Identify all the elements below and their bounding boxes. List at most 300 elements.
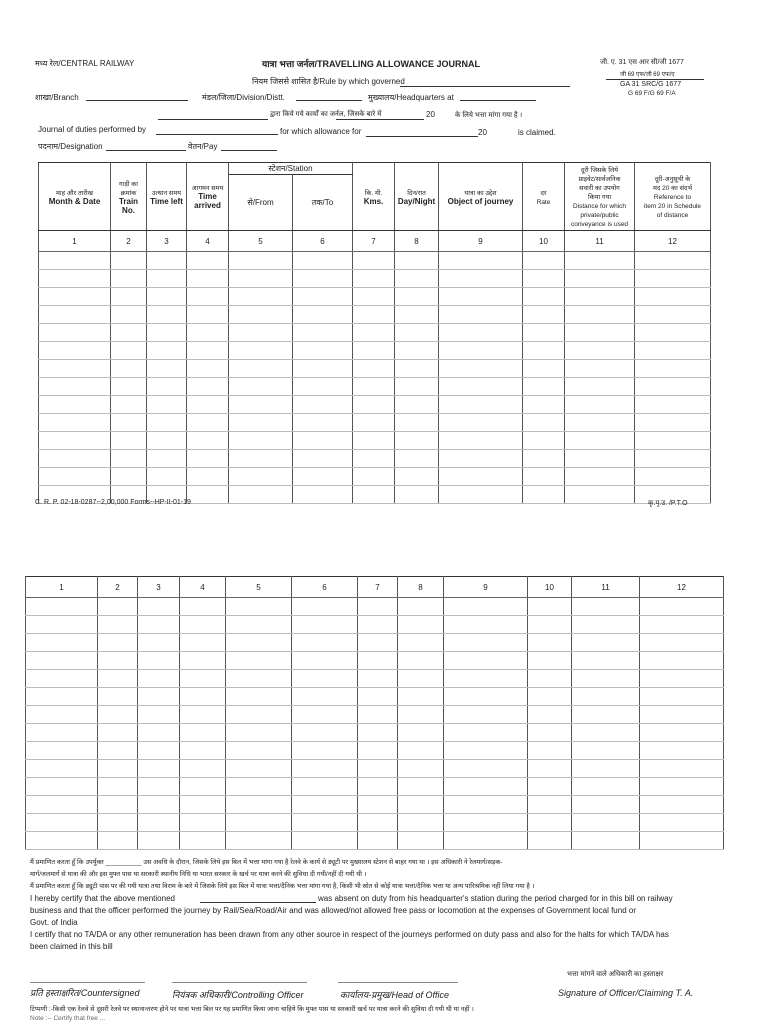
table-cell[interactable] xyxy=(565,342,635,360)
table-cell[interactable] xyxy=(635,288,711,306)
table-cell[interactable] xyxy=(26,652,98,670)
table-cell[interactable] xyxy=(528,724,572,742)
table-cell[interactable] xyxy=(180,598,226,616)
table-cell[interactable] xyxy=(226,724,292,742)
table-cell[interactable] xyxy=(187,306,229,324)
table-cell[interactable] xyxy=(398,796,444,814)
table-cell[interactable] xyxy=(111,432,147,450)
table-cell[interactable] xyxy=(353,450,395,468)
table-cell[interactable] xyxy=(111,450,147,468)
table-cell[interactable] xyxy=(187,288,229,306)
table-cell[interactable] xyxy=(187,486,229,504)
table-cell[interactable] xyxy=(111,342,147,360)
officer-name-field[interactable] xyxy=(156,134,278,135)
table-cell[interactable] xyxy=(635,414,711,432)
table-cell[interactable] xyxy=(572,688,640,706)
table-cell[interactable] xyxy=(635,360,711,378)
table-cell[interactable] xyxy=(39,270,111,288)
table-cell[interactable] xyxy=(147,396,187,414)
table-cell[interactable] xyxy=(444,670,528,688)
table-cell[interactable] xyxy=(640,796,724,814)
table-cell[interactable] xyxy=(39,252,111,270)
table-cell[interactable] xyxy=(523,414,565,432)
table-cell[interactable] xyxy=(292,670,358,688)
table-cell[interactable] xyxy=(353,342,395,360)
table-cell[interactable] xyxy=(528,652,572,670)
table-cell[interactable] xyxy=(640,742,724,760)
table-cell[interactable] xyxy=(180,796,226,814)
table-cell[interactable] xyxy=(439,486,523,504)
table-cell[interactable] xyxy=(147,306,187,324)
table-cell[interactable] xyxy=(358,598,398,616)
table-cell[interactable] xyxy=(180,634,226,652)
table-cell[interactable] xyxy=(640,832,724,850)
table-cell[interactable] xyxy=(640,634,724,652)
table-cell[interactable] xyxy=(39,306,111,324)
table-cell[interactable] xyxy=(444,778,528,796)
table-cell[interactable] xyxy=(180,832,226,850)
table-cell[interactable] xyxy=(353,306,395,324)
table-cell[interactable] xyxy=(187,450,229,468)
table-cell[interactable] xyxy=(395,360,439,378)
table-cell[interactable] xyxy=(572,652,640,670)
table-row[interactable] xyxy=(26,598,724,616)
table-cell[interactable] xyxy=(528,796,572,814)
headquarters-field[interactable] xyxy=(460,100,536,101)
table-cell[interactable] xyxy=(39,396,111,414)
table-cell[interactable] xyxy=(226,670,292,688)
table-cell[interactable] xyxy=(229,342,293,360)
table-cell[interactable] xyxy=(98,616,138,634)
table-cell[interactable] xyxy=(292,652,358,670)
table-cell[interactable] xyxy=(293,324,353,342)
table-cell[interactable] xyxy=(226,616,292,634)
table-cell[interactable] xyxy=(523,486,565,504)
table-cell[interactable] xyxy=(358,742,398,760)
table-cell[interactable] xyxy=(565,450,635,468)
table-cell[interactable] xyxy=(180,670,226,688)
table-cell[interactable] xyxy=(292,724,358,742)
table-cell[interactable] xyxy=(635,324,711,342)
table-cell[interactable] xyxy=(111,414,147,432)
table-cell[interactable] xyxy=(395,306,439,324)
table-cell[interactable] xyxy=(226,688,292,706)
table-cell[interactable] xyxy=(138,706,180,724)
table-cell[interactable] xyxy=(439,360,523,378)
table-cell[interactable] xyxy=(98,724,138,742)
table-row[interactable] xyxy=(26,670,724,688)
table-cell[interactable] xyxy=(180,814,226,832)
table-cell[interactable] xyxy=(226,652,292,670)
table-cell[interactable] xyxy=(398,706,444,724)
table-cell[interactable] xyxy=(147,288,187,306)
table-cell[interactable] xyxy=(293,486,353,504)
table-row[interactable] xyxy=(26,796,724,814)
table-cell[interactable] xyxy=(98,652,138,670)
table-row[interactable] xyxy=(39,342,711,360)
table-cell[interactable] xyxy=(395,288,439,306)
table-cell[interactable] xyxy=(138,634,180,652)
table-cell[interactable] xyxy=(640,706,724,724)
table-cell[interactable] xyxy=(138,670,180,688)
table-cell[interactable] xyxy=(398,760,444,778)
table-cell[interactable] xyxy=(26,706,98,724)
table-cell[interactable] xyxy=(358,832,398,850)
table-cell[interactable] xyxy=(180,778,226,796)
table-cell[interactable] xyxy=(528,616,572,634)
table-cell[interactable] xyxy=(138,796,180,814)
table-cell[interactable] xyxy=(395,414,439,432)
table-cell[interactable] xyxy=(523,342,565,360)
officer-name-blank[interactable] xyxy=(200,902,316,903)
table-cell[interactable] xyxy=(292,706,358,724)
branch-field[interactable] xyxy=(86,100,188,101)
table-cell[interactable] xyxy=(444,796,528,814)
table-cell[interactable] xyxy=(439,342,523,360)
table-row[interactable] xyxy=(39,468,711,486)
table-cell[interactable] xyxy=(640,616,724,634)
table-cell[interactable] xyxy=(180,760,226,778)
table-cell[interactable] xyxy=(26,760,98,778)
table-cell[interactable] xyxy=(353,396,395,414)
table-cell[interactable] xyxy=(187,342,229,360)
table-cell[interactable] xyxy=(395,252,439,270)
table-cell[interactable] xyxy=(98,760,138,778)
table-cell[interactable] xyxy=(292,688,358,706)
table-cell[interactable] xyxy=(395,396,439,414)
table-cell[interactable] xyxy=(353,252,395,270)
table-cell[interactable] xyxy=(180,724,226,742)
table-cell[interactable] xyxy=(640,652,724,670)
table-cell[interactable] xyxy=(395,342,439,360)
table-row[interactable] xyxy=(39,432,711,450)
table-cell[interactable] xyxy=(98,796,138,814)
table-cell[interactable] xyxy=(572,616,640,634)
table-cell[interactable] xyxy=(138,814,180,832)
table-cell[interactable] xyxy=(229,450,293,468)
table-cell[interactable] xyxy=(26,742,98,760)
table-cell[interactable] xyxy=(229,360,293,378)
table-cell[interactable] xyxy=(358,634,398,652)
table-cell[interactable] xyxy=(26,814,98,832)
table-cell[interactable] xyxy=(395,324,439,342)
table-cell[interactable] xyxy=(398,670,444,688)
table-cell[interactable] xyxy=(635,270,711,288)
table-cell[interactable] xyxy=(26,634,98,652)
table-cell[interactable] xyxy=(229,288,293,306)
table-cell[interactable] xyxy=(292,796,358,814)
table-row[interactable] xyxy=(39,378,711,396)
table-cell[interactable] xyxy=(187,414,229,432)
table-cell[interactable] xyxy=(635,252,711,270)
table-cell[interactable] xyxy=(226,796,292,814)
table-cell[interactable] xyxy=(528,814,572,832)
table-cell[interactable] xyxy=(26,724,98,742)
table-cell[interactable] xyxy=(528,706,572,724)
table-cell[interactable] xyxy=(565,288,635,306)
table-cell[interactable] xyxy=(444,742,528,760)
table-cell[interactable] xyxy=(138,832,180,850)
table-cell[interactable] xyxy=(565,396,635,414)
table-cell[interactable] xyxy=(229,270,293,288)
table-cell[interactable] xyxy=(565,360,635,378)
countersign-line[interactable] xyxy=(30,982,145,983)
table-cell[interactable] xyxy=(229,396,293,414)
table-cell[interactable] xyxy=(229,432,293,450)
table-cell[interactable] xyxy=(226,814,292,832)
table-cell[interactable] xyxy=(398,814,444,832)
table-cell[interactable] xyxy=(187,432,229,450)
table-cell[interactable] xyxy=(98,706,138,724)
table-cell[interactable] xyxy=(523,450,565,468)
table-row[interactable] xyxy=(26,634,724,652)
table-cell[interactable] xyxy=(26,598,98,616)
table-row[interactable] xyxy=(26,688,724,706)
table-cell[interactable] xyxy=(293,252,353,270)
table-cell[interactable] xyxy=(444,814,528,832)
table-cell[interactable] xyxy=(111,306,147,324)
table-cell[interactable] xyxy=(226,778,292,796)
table-cell[interactable] xyxy=(353,288,395,306)
table-cell[interactable] xyxy=(180,616,226,634)
table-cell[interactable] xyxy=(26,670,98,688)
table-cell[interactable] xyxy=(439,468,523,486)
table-cell[interactable] xyxy=(444,706,528,724)
table-cell[interactable] xyxy=(187,324,229,342)
table-cell[interactable] xyxy=(39,450,111,468)
table-cell[interactable] xyxy=(292,760,358,778)
table-cell[interactable] xyxy=(226,634,292,652)
table-row[interactable] xyxy=(26,742,724,760)
table-cell[interactable] xyxy=(226,832,292,850)
table-cell[interactable] xyxy=(26,832,98,850)
table-cell[interactable] xyxy=(565,414,635,432)
table-cell[interactable] xyxy=(292,742,358,760)
table-cell[interactable] xyxy=(398,778,444,796)
table-cell[interactable] xyxy=(572,598,640,616)
table-row[interactable] xyxy=(39,306,711,324)
table-cell[interactable] xyxy=(98,778,138,796)
table-cell[interactable] xyxy=(226,760,292,778)
table-cell[interactable] xyxy=(565,486,635,504)
table-cell[interactable] xyxy=(187,396,229,414)
table-cell[interactable] xyxy=(180,706,226,724)
table-cell[interactable] xyxy=(39,468,111,486)
table-cell[interactable] xyxy=(395,468,439,486)
table-cell[interactable] xyxy=(572,796,640,814)
table-cell[interactable] xyxy=(444,652,528,670)
table-cell[interactable] xyxy=(635,378,711,396)
table-cell[interactable] xyxy=(572,832,640,850)
table-cell[interactable] xyxy=(395,432,439,450)
table-cell[interactable] xyxy=(187,378,229,396)
table-cell[interactable] xyxy=(528,742,572,760)
table-cell[interactable] xyxy=(39,342,111,360)
table-cell[interactable] xyxy=(439,306,523,324)
table-cell[interactable] xyxy=(523,468,565,486)
table-cell[interactable] xyxy=(353,378,395,396)
table-cell[interactable] xyxy=(138,742,180,760)
table-cell[interactable] xyxy=(565,432,635,450)
table-cell[interactable] xyxy=(565,270,635,288)
table-cell[interactable] xyxy=(26,778,98,796)
table-cell[interactable] xyxy=(147,450,187,468)
table-cell[interactable] xyxy=(398,832,444,850)
table-cell[interactable] xyxy=(635,342,711,360)
table-cell[interactable] xyxy=(358,706,398,724)
table-cell[interactable] xyxy=(565,378,635,396)
table-cell[interactable] xyxy=(293,450,353,468)
table-cell[interactable] xyxy=(293,270,353,288)
table-cell[interactable] xyxy=(439,270,523,288)
table-cell[interactable] xyxy=(229,414,293,432)
table-cell[interactable] xyxy=(293,342,353,360)
table-cell[interactable] xyxy=(572,670,640,688)
table-cell[interactable] xyxy=(444,724,528,742)
controlling-line[interactable] xyxy=(172,982,307,983)
table-cell[interactable] xyxy=(358,616,398,634)
table-cell[interactable] xyxy=(98,814,138,832)
table-cell[interactable] xyxy=(439,414,523,432)
table-cell[interactable] xyxy=(528,760,572,778)
table-cell[interactable] xyxy=(138,616,180,634)
table-cell[interactable] xyxy=(147,432,187,450)
table-cell[interactable] xyxy=(358,796,398,814)
table-cell[interactable] xyxy=(147,252,187,270)
table-cell[interactable] xyxy=(98,598,138,616)
table-cell[interactable] xyxy=(292,616,358,634)
table-cell[interactable] xyxy=(640,670,724,688)
table-cell[interactable] xyxy=(229,252,293,270)
table-cell[interactable] xyxy=(98,634,138,652)
table-cell[interactable] xyxy=(98,688,138,706)
table-cell[interactable] xyxy=(565,306,635,324)
table-cell[interactable] xyxy=(26,688,98,706)
table-cell[interactable] xyxy=(523,378,565,396)
table-cell[interactable] xyxy=(353,432,395,450)
table-cell[interactable] xyxy=(292,634,358,652)
table-cell[interactable] xyxy=(293,396,353,414)
table-cell[interactable] xyxy=(111,396,147,414)
table-cell[interactable] xyxy=(187,360,229,378)
table-cell[interactable] xyxy=(439,432,523,450)
table-cell[interactable] xyxy=(353,270,395,288)
table-cell[interactable] xyxy=(358,670,398,688)
table-cell[interactable] xyxy=(523,288,565,306)
table-cell[interactable] xyxy=(358,652,398,670)
table-cell[interactable] xyxy=(147,468,187,486)
table-cell[interactable] xyxy=(138,760,180,778)
table-cell[interactable] xyxy=(39,288,111,306)
table-cell[interactable] xyxy=(398,652,444,670)
table-cell[interactable] xyxy=(523,270,565,288)
table-cell[interactable] xyxy=(572,634,640,652)
table-cell[interactable] xyxy=(292,598,358,616)
table-cell[interactable] xyxy=(523,396,565,414)
table-cell[interactable] xyxy=(187,468,229,486)
table-cell[interactable] xyxy=(439,396,523,414)
table-cell[interactable] xyxy=(439,450,523,468)
table-cell[interactable] xyxy=(98,670,138,688)
table-cell[interactable] xyxy=(226,742,292,760)
table-cell[interactable] xyxy=(398,598,444,616)
table-cell[interactable] xyxy=(395,486,439,504)
table-cell[interactable] xyxy=(147,360,187,378)
table-cell[interactable] xyxy=(565,324,635,342)
table-row[interactable] xyxy=(26,724,724,742)
table-cell[interactable] xyxy=(395,270,439,288)
table-cell[interactable] xyxy=(147,378,187,396)
table-cell[interactable] xyxy=(111,468,147,486)
table-cell[interactable] xyxy=(572,814,640,832)
table-cell[interactable] xyxy=(229,306,293,324)
table-cell[interactable] xyxy=(528,778,572,796)
table-cell[interactable] xyxy=(640,778,724,796)
table-cell[interactable] xyxy=(180,688,226,706)
table-cell[interactable] xyxy=(111,270,147,288)
table-cell[interactable] xyxy=(572,724,640,742)
table-cell[interactable] xyxy=(635,450,711,468)
duties-by-field-hi[interactable] xyxy=(158,119,268,120)
allowance-period-field[interactable] xyxy=(366,136,478,137)
table-cell[interactable] xyxy=(444,832,528,850)
division-field[interactable] xyxy=(296,100,362,101)
table-cell[interactable] xyxy=(640,814,724,832)
table-cell[interactable] xyxy=(353,486,395,504)
table-cell[interactable] xyxy=(39,378,111,396)
table-cell[interactable] xyxy=(439,378,523,396)
table-cell[interactable] xyxy=(39,432,111,450)
table-cell[interactable] xyxy=(353,414,395,432)
table-cell[interactable] xyxy=(111,324,147,342)
table-cell[interactable] xyxy=(358,688,398,706)
table-cell[interactable] xyxy=(444,760,528,778)
table-cell[interactable] xyxy=(523,360,565,378)
table-cell[interactable] xyxy=(226,598,292,616)
table-cell[interactable] xyxy=(187,270,229,288)
table-cell[interactable] xyxy=(39,414,111,432)
table-cell[interactable] xyxy=(572,706,640,724)
table-cell[interactable] xyxy=(398,634,444,652)
table-cell[interactable] xyxy=(640,724,724,742)
table-cell[interactable] xyxy=(229,378,293,396)
table-cell[interactable] xyxy=(444,598,528,616)
pay-field[interactable] xyxy=(221,150,277,151)
table-cell[interactable] xyxy=(444,688,528,706)
table-row[interactable] xyxy=(39,270,711,288)
table-cell[interactable] xyxy=(353,468,395,486)
table-cell[interactable] xyxy=(640,598,724,616)
table-cell[interactable] xyxy=(353,324,395,342)
table-cell[interactable] xyxy=(180,742,226,760)
table-cell[interactable] xyxy=(398,616,444,634)
table-cell[interactable] xyxy=(358,814,398,832)
table-cell[interactable] xyxy=(229,324,293,342)
table-row[interactable] xyxy=(26,706,724,724)
table-cell[interactable] xyxy=(292,832,358,850)
table-cell[interactable] xyxy=(528,832,572,850)
table-cell[interactable] xyxy=(39,360,111,378)
table-cell[interactable] xyxy=(180,652,226,670)
table-cell[interactable] xyxy=(398,742,444,760)
table-cell[interactable] xyxy=(398,724,444,742)
table-cell[interactable] xyxy=(572,760,640,778)
table-cell[interactable] xyxy=(292,814,358,832)
table-cell[interactable] xyxy=(111,252,147,270)
table-row[interactable] xyxy=(26,814,724,832)
table-cell[interactable] xyxy=(187,252,229,270)
table-cell[interactable] xyxy=(111,360,147,378)
